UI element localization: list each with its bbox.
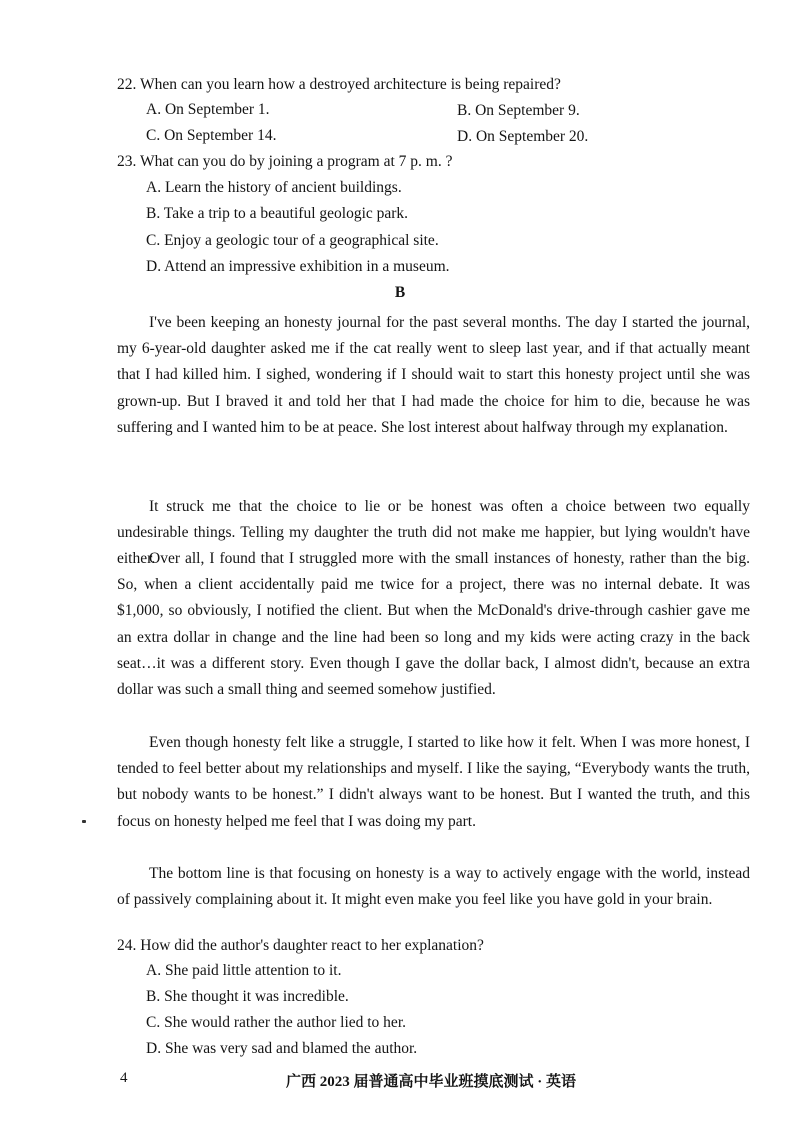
question-24-option-a: A. She paid little attention to it. <box>146 962 342 979</box>
section-label: B <box>394 284 406 301</box>
question-24-stem: 24. How did the author's daughter react to her explanation? <box>117 937 484 954</box>
question-22-option-c: C. On September 14. <box>146 127 277 144</box>
question-23-option-b: B. Take a trip to a beautiful geologic park. <box>146 205 409 222</box>
question-23-option-d: D. Attend an impressive exhibition in a museum. <box>146 258 450 275</box>
question-23-stem: 23. What can you do by joining a program at 7 p. m. ? <box>117 153 453 170</box>
question-22-stem: 22. When can you learn how a destroyed architecture is being repaired? <box>117 76 561 93</box>
passage-paragraph-5: The bottom line is that focusing on honesty is a way to actively engage with the world, instead of passively complaining about it. It might even make you feel like you have gold in your brain. <box>117 865 750 909</box>
question-23-option-a: A. Learn the history of ancient buildings. <box>146 179 402 196</box>
passage-paragraph-4: Even though honesty felt like a struggle, I started to like how it felt. When I was more honest, I tended to feel better about my relationships and myself. I like the saying, “Everybody wants the truth, but nobody wants to be honest.” I didn't always want to be honest. But I wanted the truth, and this focus on honesty helped me feel that I was doing my part. <box>117 734 750 830</box>
passage-paragraph-1: I've been keeping an honesty journal for the past several months. The day I started the journal, my 6-year-old daughter asked me if the cat really went to sleep last year, and if that actually meant that I had killed him. I sighed, wondering if I should wait to start this honesty project until she was grown-up. But I braved it and told her that I had made the choice for him to die, because he was suffering and I wanted him to be at peace. She lost interest about halfway through my explanation. <box>117 314 750 436</box>
page-number: 4 <box>120 1070 128 1086</box>
question-24-option-b: B. She thought it was incredible. <box>146 988 349 1005</box>
stray-mark <box>82 820 86 823</box>
question-24-option-c: C. She would rather the author lied to her. <box>146 1014 406 1031</box>
question-22-option-b: B. On September 9. <box>457 102 580 119</box>
exam-title: 广西 2023 届普通高中毕业班摸底测试 · 英语 <box>286 1074 577 1090</box>
passage-paragraph-2: It struck me that the choice to lie or be honest was often a choice between two equally undesirable things. Telling my daughter the truth did not make me happier, but lying wouldn't have either. <box>117 498 750 568</box>
question-23-option-c: C. Enjoy a geologic tour of a geographical site. <box>146 232 439 249</box>
passage-paragraph-3: Over all, I found that I struggled more with the small instances of honesty, rather than the big. So, when a client accidentally paid me twice for a project, there was no internal debate. It was $1,000, so obviously, I notified the client. But when the McDonald's drive-through cashier gave me an extra dollar in change and the line had been so long and my kids were acting crazy in the back seat…it was a different story. Even though I gave the dollar back, I almost didn't, because an extra dollar was such a small thing and seemed somehow justified. <box>117 550 750 699</box>
question-22-option-d: D. On September 20. <box>457 128 589 145</box>
question-22-option-a: A. On September 1. <box>146 101 270 118</box>
question-24-option-d: D. She was very sad and blamed the author. <box>146 1040 418 1057</box>
